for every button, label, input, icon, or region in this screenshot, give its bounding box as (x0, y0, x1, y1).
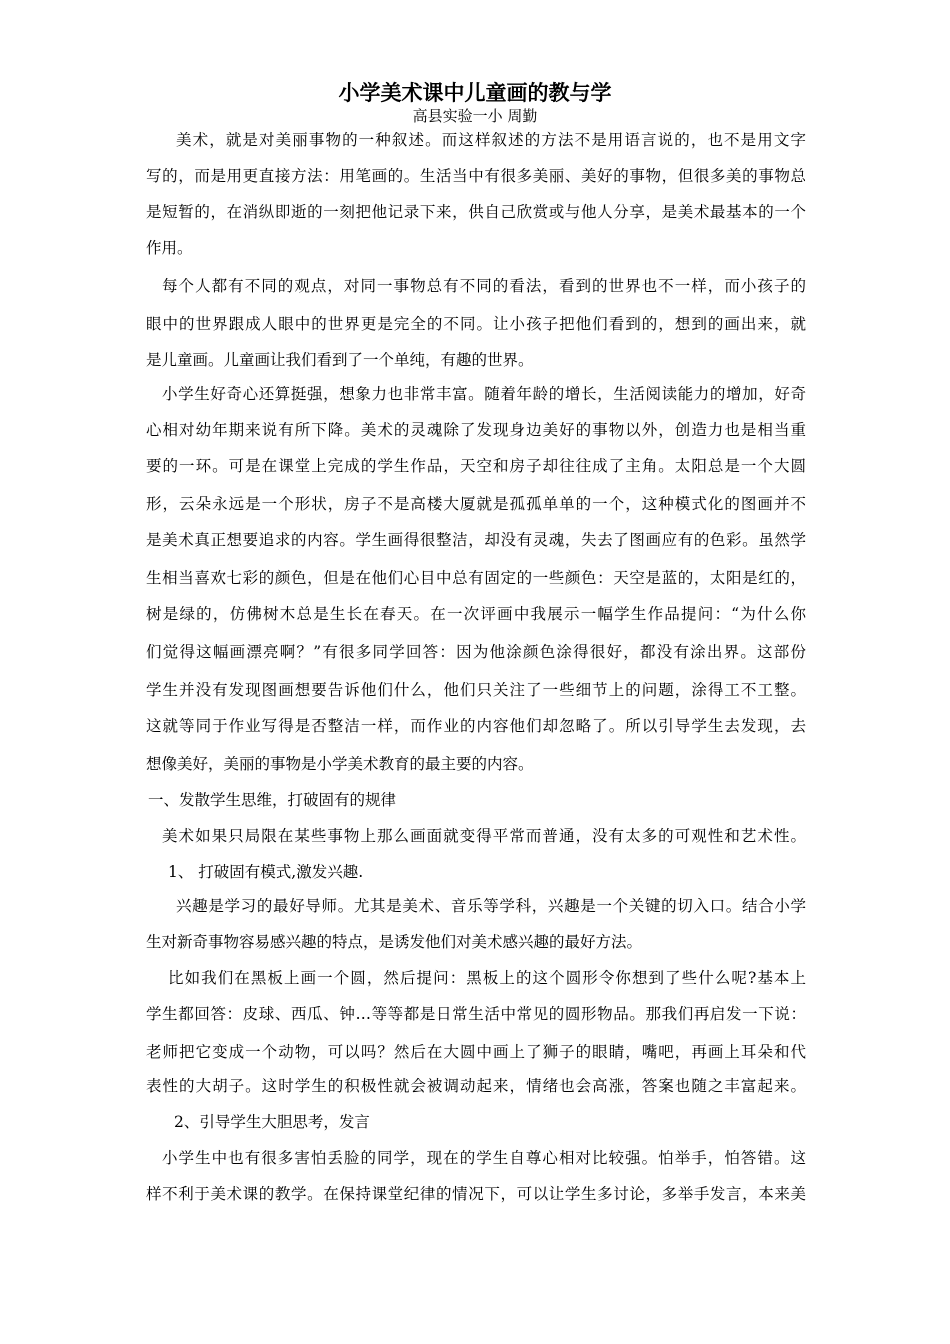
paragraph-line: 想像美好，美丽的事物是小学美术教育的最主要的内容。 (146, 755, 534, 773)
subsection-heading: 1、 打破固有模式,激发兴趣. (168, 863, 364, 881)
paragraph-line: 美术，就是对美丽事物的一种叙述。而这样叙述的方法不是用语言说的，也不是用文字 (176, 131, 806, 149)
paragraph-line: 小学生好奇心还算挺强，想象力也非常丰富。随着年龄的增长，生活阅读能力的增加，好奇 (162, 385, 806, 403)
paragraph-line: 兴趣是学习的最好导师。尤其是美术、音乐等学科，兴趣是一个关键的切入口。结合小学 (176, 897, 806, 915)
paragraph-line: 学生都回答：皮球、西瓜、钟…等等都是日常生活中常见的圆形物品。那我们再启发一下说： (146, 1005, 806, 1023)
author-byline: 高县实验一小 周勤 (412, 107, 538, 125)
paragraph-line: 样不利于美术课的教学。在保持课堂纪律的情况下，可以让学生多讨论，多举手发言，本来美 (146, 1185, 806, 1203)
paragraph-line: 老师把它变成一个动物，可以吗？然后在大圆中画上了狮子的眼睛，嘴吧，再画上耳朵和代 (146, 1043, 806, 1061)
paragraph-line: 是美术真正想要追求的内容。学生画得很整洁，却没有灵魂，失去了图画应有的色彩。虽然学 (146, 531, 806, 549)
paragraph-line: 每个人都有不同的观点，对同一事物总有不同的看法，看到的世界也不一样，而小孩子的 (162, 277, 806, 295)
paragraph-line: 要的一环。可是在课堂上完成的学生作品，天空和房子却往往成了主角。太阳总是一个大圆 (146, 457, 806, 475)
paragraph-line: 眼中的世界跟成人眼中的世界更是完全的不同。让小孩子把他们看到的，想到的画出来，就 (146, 315, 806, 333)
paragraph-line: 们觉得这幅画漂亮啊？”有很多同学回答：因为他涂颜色涂得很好，都没有涂出界。这部份 (146, 643, 806, 661)
paragraph-line: 树是绿的，仿佛树木总是生长在春天。在一次评画中我展示一幅学生作品提问：“为什么你 (146, 605, 806, 623)
paragraph-line: 比如我们在黑板上画一个圆，然后提问：黑板上的这个圆形令你想到了些什么呢?基本上 (168, 969, 806, 987)
paragraph-line: 形，云朵永远是一个形状，房子不是高楼大厦就是孤孤单单的一个，这种模式化的图画并不 (146, 495, 806, 513)
document-title: 小学美术课中儿童画的教与学 (338, 80, 612, 105)
paragraph-line: 美术如果只局限在某些事物上那么画面就变得平常而普通，没有太多的可观性和艺术性。 (162, 827, 806, 845)
paragraph-line: 小学生中也有很多害怕丢脸的同学，现在的学生自尊心相对比较强。怕举手，怕答错。这 (162, 1149, 806, 1167)
paragraph-line: 这就等同于作业写得是否整洁一样，而作业的内容他们却忽略了。所以引导学生去发现，去 (146, 717, 806, 735)
paragraph-line: 是短暂的，在消纵即逝的一刻把他记录下来，供自己欣赏或与他人分享，是美术最基本的一个 (146, 203, 806, 221)
section-heading: 一、发散学生思维，打破固有的规律 (148, 791, 397, 809)
subsection-heading: 2、引导学生大胆思考，发言 (174, 1113, 370, 1131)
paragraph-line: 生对新奇事物容易感兴趣的特点，是诱发他们对美术感兴趣的最好方法。 (146, 933, 643, 951)
paragraph-line: 表性的大胡子。这时学生的积极性就会被调动起来，情绪也会高涨，答案也随之丰富起来。 (146, 1077, 806, 1095)
paragraph-line: 学生并没有发现图画想要告诉他们什么，他们只关注了一些细节上的问题，涂得工不工整。 (146, 681, 806, 699)
paragraph-line: 是儿童画。儿童画让我们看到了一个单纯，有趣的世界。 (146, 351, 534, 369)
paragraph-line: 生相当喜欢七彩的颜色，但是在他们心目中总有固定的一些颜色：天空是蓝的，太阳是红的， (146, 569, 806, 587)
paragraph-line: 作用。 (146, 239, 193, 257)
paragraph-line: 写的，而是用更直接方法：用笔画的。生活当中有很多美丽、美好的事物，但很多美的事物总 (146, 167, 806, 185)
paragraph-line: 心相对幼年期来说有所下降。美术的灵魂除了发现身边美好的事物以外，创造力也是相当重 (146, 421, 806, 439)
